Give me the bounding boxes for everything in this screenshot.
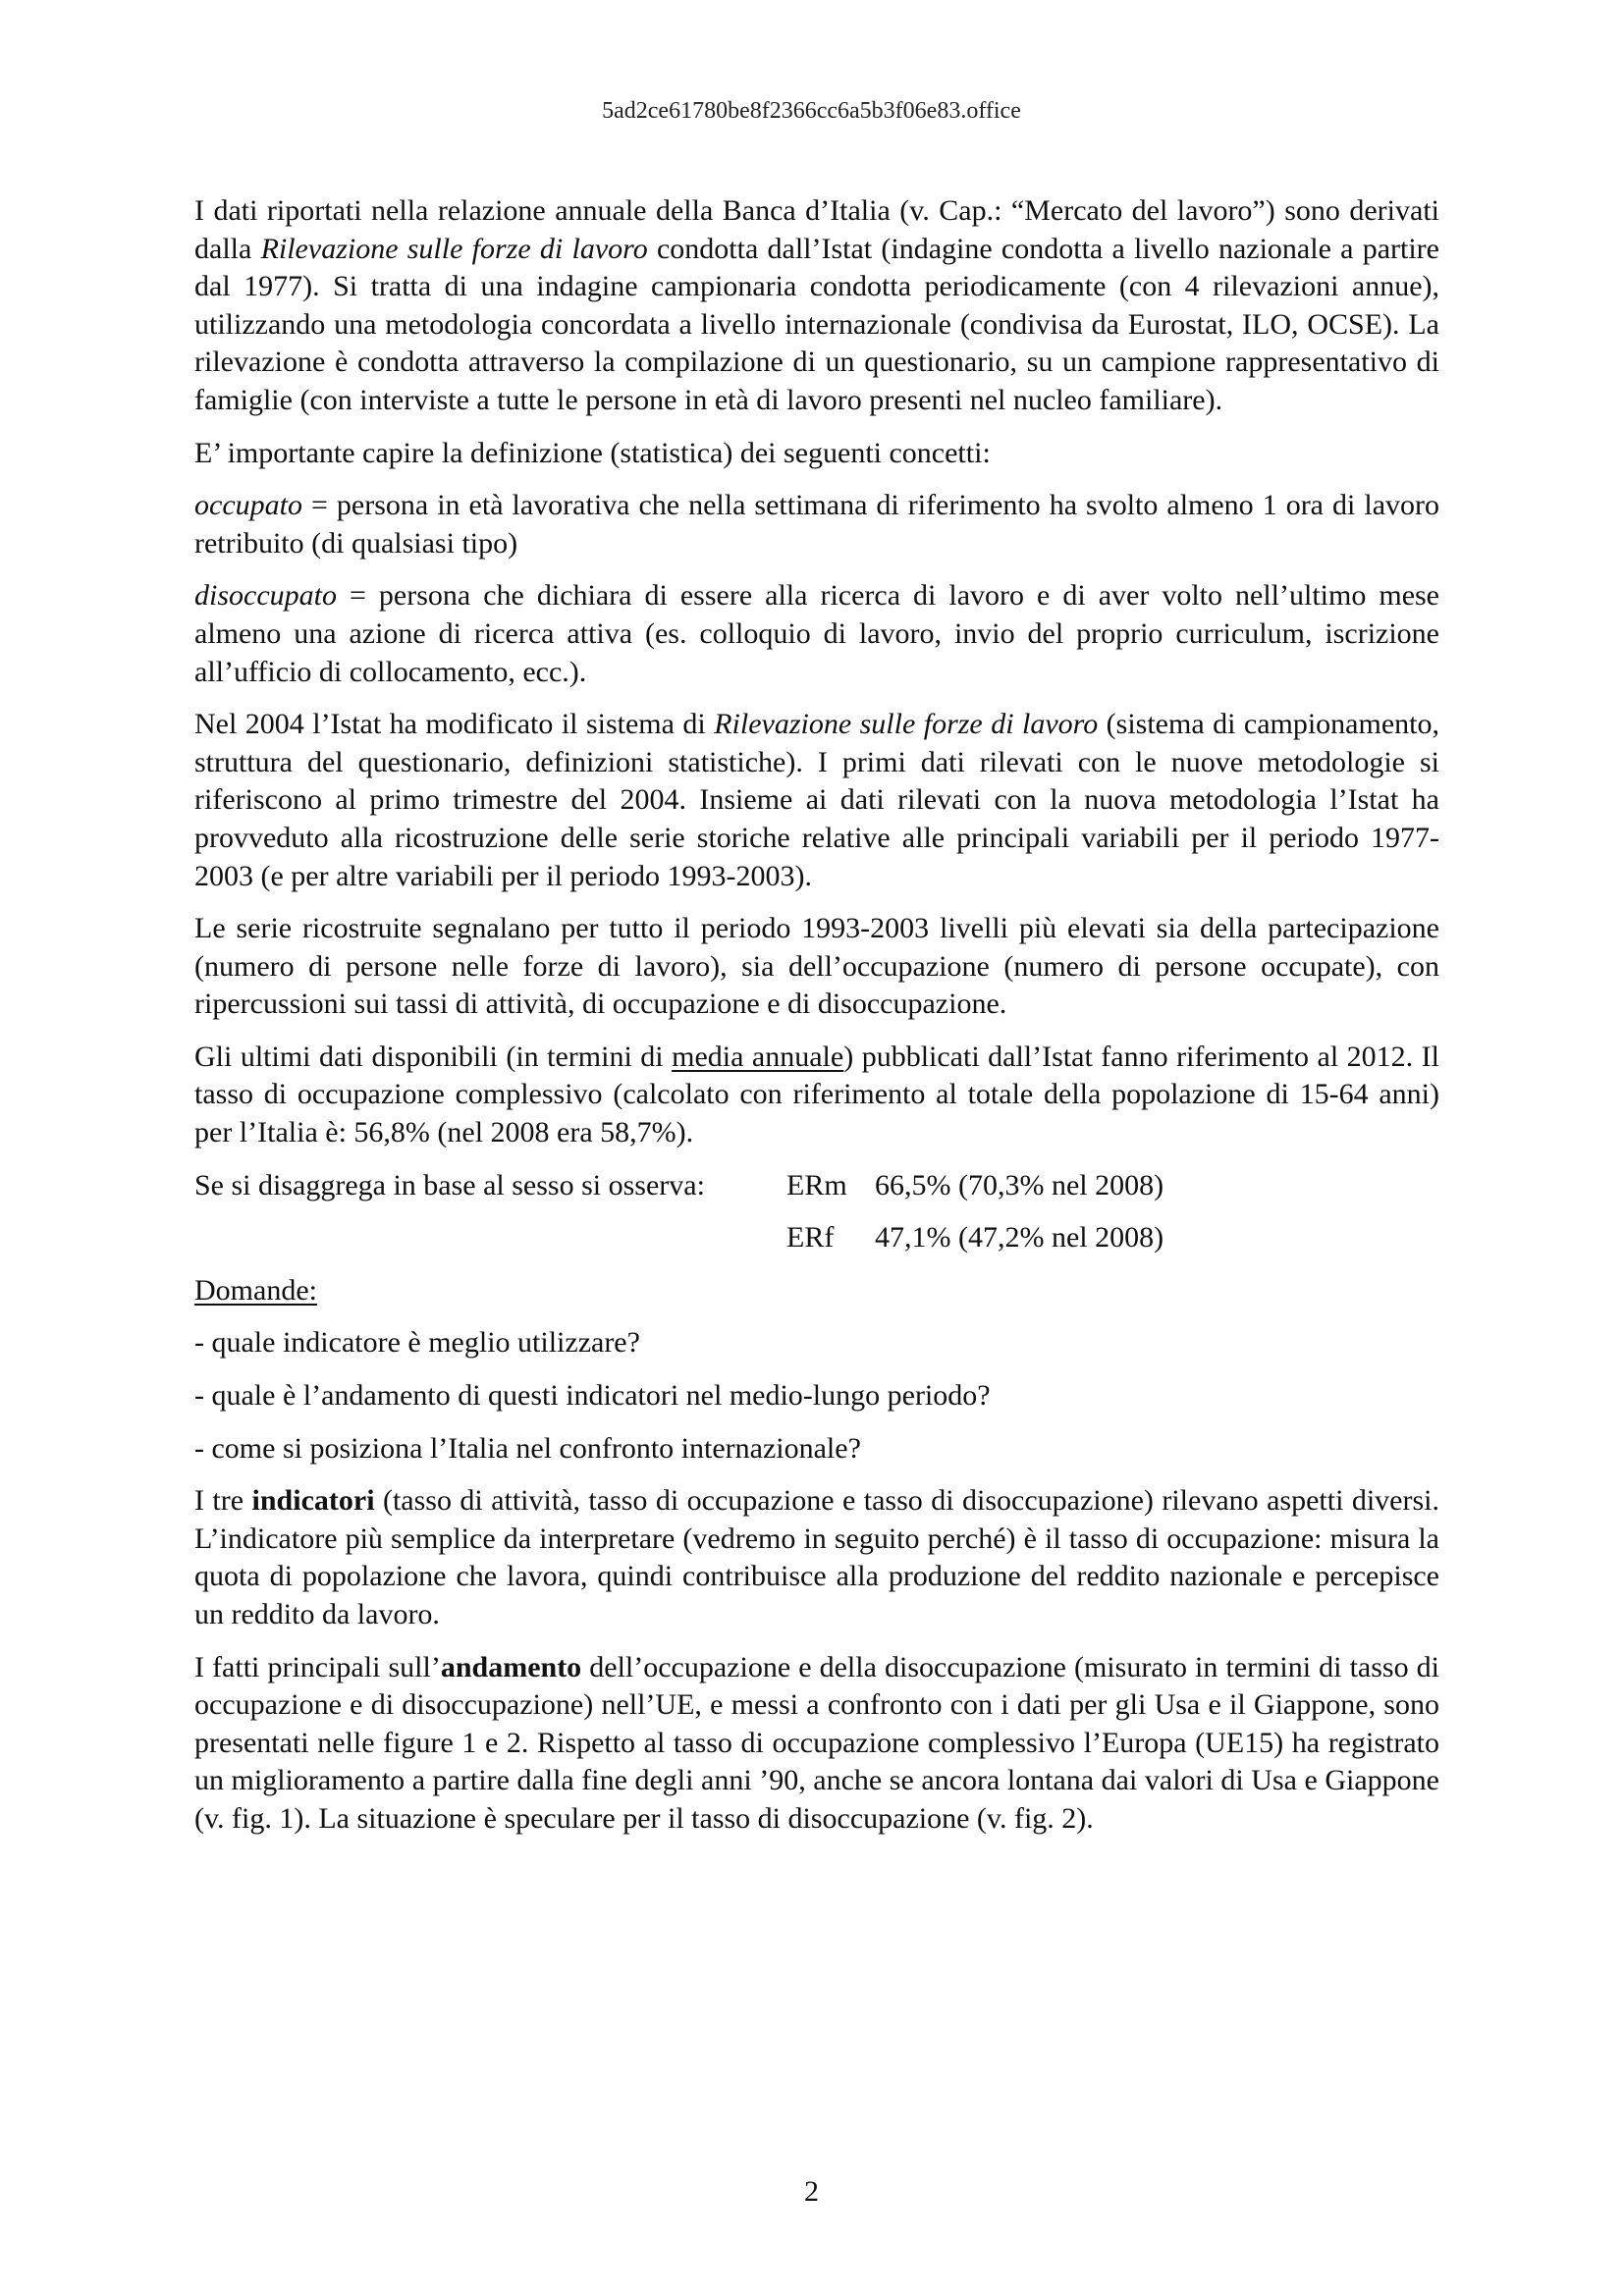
term-occupato: occupato: [194, 489, 302, 522]
paragraph-serie-ricostruite: Le serie ricostruite segnalano per tutto il periodo 1993-2003 livelli più elevati sia della partecipazione (numero di persone nelle forze di lavoro), sia dell’occupazione (numero di persone occupate), con ripercussioni sui tassi di attività, di occupazione e di disoccupazione.: [194, 912, 1439, 1021]
stat-row-female: [194, 1219, 1439, 1257]
paragraph-rilevazione: I dati riportati nella relazione annuale della Banca d’Italia (v. Cap.: “Mercato del lavoro”) sono derivati dalla Rilevazione sulle forze di lavoro condotta dall’Istat (indagine condotta a livello nazionale a partire dal 1977). Si tratta di una indagine campionaria condotta periodicamente (con 4 rilevazioni annue), utilizzando una metodologia concordata a livello internazionale (condivisa da Eurostat, ILO, OCSE). La rilevazione è condotta attraverso la compilazione di un questionario, su un campione rappresentativo di famiglie (con interviste a tutte le persone in età di lavoro presenti nel nucleo familiare).: [194, 194, 1439, 416]
term-disoccupato: disoccupato: [194, 579, 337, 613]
survey-name-italic: Rilevazione sulle forze di lavoro: [260, 232, 648, 265]
bold-indicatori: indicatori: [251, 1484, 375, 1518]
sex-breakdown-intro: Se si disaggrega in base al sesso si osserva:: [194, 1168, 705, 1201]
paragraph-concepts-intro: E’ importante capire la definizione (statistica) dei seguenti concetti:: [194, 436, 991, 469]
paragraph-andamento: I fatti principali sull’andamento dell’occupazione e della disoccupazione (misurato in termini di tasso di occupazione e di disoccupazione) nell’UE, e messi a confronto con i dati per gli Usa e il Giappone, sono presentati nelle figure 1 e 2. Rispetto al tasso di occupazione complessivo l’Europa (UE15) ha registrato un miglioramento a partire dalla fine degli anni ’90, anche se ancora lontana dai valori di Usa e Giappone (v. fig. 1). La situazione è speculare per il tasso di disoccupazione (v. fig. 2).: [194, 1650, 1439, 1835]
document-filename-header: 5ad2ce61780be8f2366cc6a5b3f06e83.office: [602, 98, 1021, 124]
document-body: [194, 192, 1439, 1853]
definition-occupato: occupato = persona in età lavorativa che nella settimana di riferimento ha svolto almeno 1 ora di lavoro retribuito (di qualsiasi tipo): [194, 489, 1439, 560]
paragraph-indicatori: I tre indicatori (tasso di attività, tasso di occupazione e tasso di disoccupazione) rilevano aspetti diversi. L’indicatore più semplice da interpretare (vedremo in seguito perché) è il tasso di occupazione: misura la quota di popolazione che lavora, quindi contribuisce alla produzione del reddito nazionale e percepisce un reddito da lavoro.: [194, 1484, 1439, 1630]
stat-value-erf: 47,1% (47,2% nel 2008): [875, 1221, 1164, 1255]
paragraph-istat-2004: Nel 2004 l’Istat ha modificato il sistema di Rilevazione sulle forze di lavoro (sistema di campionamento, struttura del questionario, definizioni statistiche). I primi dati rilevati con le nuove metodologie si riferiscono al primo trimestre del 2004. Insieme ai dati rilevati con la nuova metodologia l’Istat ha provveduto alla ricostruzione delle serie storiche relative alle principali variabili per il periodo 1977-2003 (e per altre variabili per il periodo 1993-2003).: [194, 708, 1439, 892]
stat-row-male: [194, 1167, 1439, 1205]
media-annuale-underlined: media annuale: [672, 1040, 844, 1073]
question-item: - quale è l’andamento di questi indicatori nel medio-lungo periodo?: [194, 1379, 991, 1413]
stat-key-erf: ERf: [786, 1221, 835, 1255]
bold-andamento: andamento: [440, 1650, 582, 1683]
definition-disoccupato: disoccupato = persona che dichiara di essere alla ricerca di lavoro e di aver volto nell’ultimo mese almeno una azione di ricerca attiva (es. colloquio di lavoro, invio del proprio curriculum, iscrizione all’ufficio di collocamento, ecc.).: [194, 579, 1439, 688]
paragraph-ultimi-dati: Gli ultimi dati disponibili (in termini di media annuale) pubblicati dall’Istat fanno riferimento al 2012. Il tasso di occupazione complessivo (calcolato con riferimento al totale della popolazione di 15-64 anni) per l’Italia è: 56,8% (nel 2008 era 58,7%).: [194, 1040, 1439, 1149]
stat-value-erm: 66,5% (70,3% nel 2008): [875, 1168, 1164, 1201]
page-number: 2: [804, 2175, 819, 2208]
questions-heading: Domande:: [194, 1273, 317, 1307]
question-item: - quale indicatore è meglio utilizzare?: [194, 1326, 640, 1360]
survey-name-italic: Rilevazione sulle forze di lavoro: [714, 708, 1099, 741]
question-item: - come si posiziona l’Italia nel confronto internazionale?: [194, 1431, 861, 1465]
stat-key-erm: ERm: [786, 1168, 847, 1201]
